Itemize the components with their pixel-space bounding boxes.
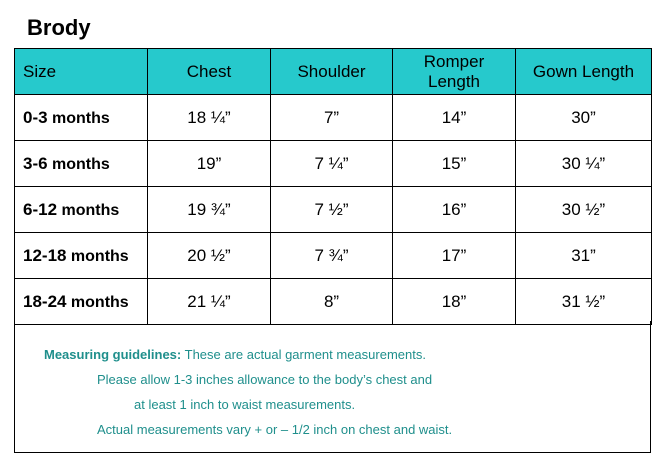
- table-row: [15, 141, 652, 187]
- size-cell: [15, 279, 148, 325]
- guidelines-line-3: at least 1 inch to waist measurements.: [134, 397, 356, 412]
- size-cell: [15, 141, 148, 187]
- romper-length-cell: 18”: [393, 279, 516, 325]
- table-row: [15, 95, 652, 141]
- guidelines-label: Measuring guidelines:: [44, 347, 182, 362]
- guidelines-line-1: [44, 347, 426, 362]
- table-row: [15, 279, 652, 325]
- gown-length-cell: 30”: [516, 95, 652, 141]
- chest-cell: 19”: [148, 141, 271, 187]
- shoulder-cell: 7 ¾”: [271, 233, 393, 279]
- romper-length-cell: 17”: [393, 233, 516, 279]
- chest-cell: 21 ¼”: [148, 279, 271, 325]
- size-unit: months: [47, 109, 110, 127]
- column-header-gown-length: Gown Length: [516, 49, 652, 95]
- size-range: 3-6: [23, 153, 48, 173]
- chest-cell: 20 ½”: [148, 233, 271, 279]
- shoulder-cell: 7 ½”: [271, 187, 393, 233]
- chart-title: Brody: [27, 15, 91, 40]
- chest-cell: 19 ¾”: [148, 187, 271, 233]
- size-unit: months: [66, 247, 129, 265]
- column-header-chest: Chest: [148, 49, 271, 95]
- size-unit: months: [47, 155, 110, 173]
- size-range: 18-24: [23, 291, 67, 311]
- column-header-romper-length: [393, 49, 516, 95]
- size-unit: months: [57, 201, 120, 219]
- gown-length-cell: 31”: [516, 233, 652, 279]
- romper-length-label: Romper Length: [423, 51, 485, 91]
- guidelines-line-4: Actual measurements vary + or – 1/2 inch on chest and waist.: [97, 422, 453, 437]
- gown-length-cell: 30 ½”: [516, 187, 652, 233]
- column-header-size: Size: [15, 49, 148, 95]
- table-row: [15, 187, 652, 233]
- table-header-row: [15, 49, 652, 95]
- size-cell: [15, 95, 148, 141]
- romper-length-cell: 16”: [393, 187, 516, 233]
- measuring-guidelines-box: [14, 321, 651, 453]
- size-cell: [15, 233, 148, 279]
- column-header-shoulder: Shoulder: [271, 49, 393, 95]
- gown-length-cell: 31 ½”: [516, 279, 652, 325]
- guidelines-line-2: Please allow 1-3 inches allowance to the body’s chest and: [97, 372, 433, 387]
- size-chart-table: [14, 48, 652, 325]
- size-unit: months: [66, 293, 129, 311]
- shoulder-cell: 7”: [271, 95, 393, 141]
- guidelines-text-1: These are actual garment measurements.: [181, 347, 426, 362]
- table-row: [15, 233, 652, 279]
- size-cell: [15, 187, 148, 233]
- gown-length-cell: 30 ¼”: [516, 141, 652, 187]
- romper-length-cell: 14”: [393, 95, 516, 141]
- chest-cell: 18 ¼”: [148, 95, 271, 141]
- romper-length-cell: 15”: [393, 141, 516, 187]
- shoulder-cell: 8”: [271, 279, 393, 325]
- size-range: 6-12: [23, 199, 58, 219]
- size-range: 0-3: [23, 107, 48, 127]
- size-range: 12-18: [23, 245, 67, 265]
- shoulder-cell: 7 ¼”: [271, 141, 393, 187]
